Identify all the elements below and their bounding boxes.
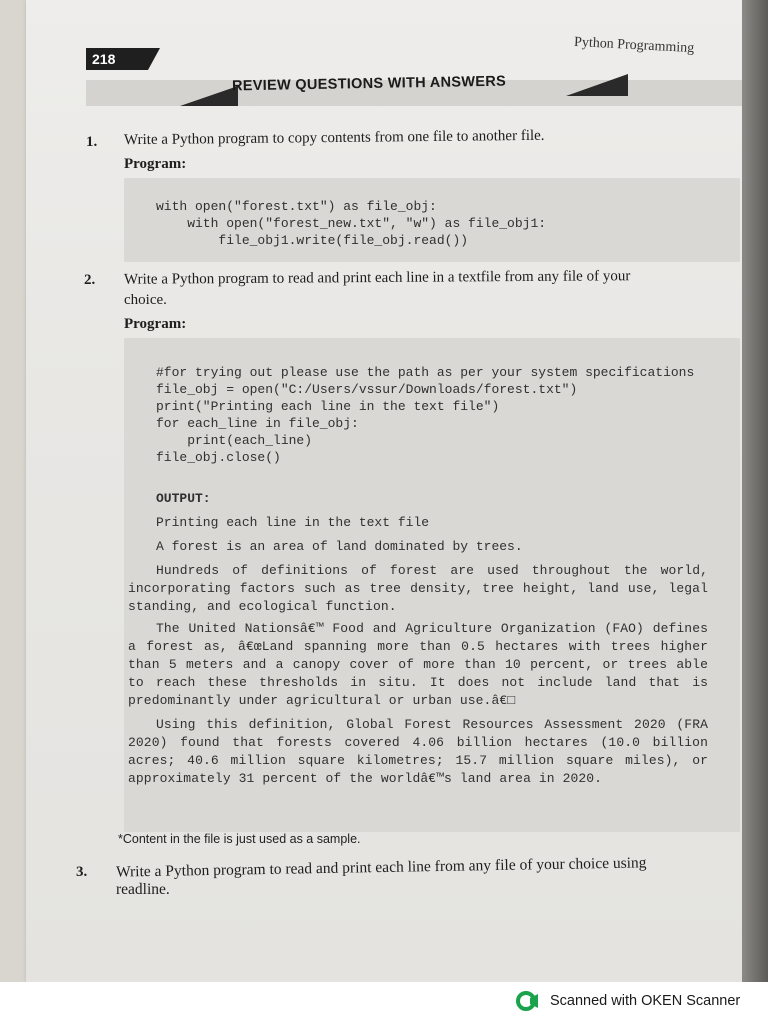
question-3-text: Write a Python program to read and print each line from any file of your choice using (115, 854, 647, 881)
question-1-code-block (124, 178, 740, 262)
code-line: file_obj = open("C:/Users/vssur/Downloads/forest.txt") (156, 382, 578, 397)
question-1-number: 1. (86, 134, 98, 150)
code-line: with open("forest.txt") as file_obj: (156, 199, 437, 214)
question-2-code-block (124, 338, 740, 832)
output-label: OUTPUT: (156, 491, 211, 506)
code-line: file_obj1.write(file_obj.read()) (156, 233, 469, 248)
output-paragraph-1: Hundreds of definitions of forest are used throughout the world, incorporating factors such as tree density, tree height, land use, legal standing, and ecological function. (128, 563, 708, 614)
code-line: print(each_line) (156, 433, 313, 448)
oken-logo-icon (516, 990, 540, 1012)
question-3-number: 3. (76, 864, 88, 880)
question-2-number: 2. (84, 272, 96, 288)
question-2-program-label: Program: (124, 316, 187, 332)
page-number: 218 (86, 48, 148, 70)
sample-content-note: *Content in the file is just used as a sample. (118, 832, 361, 846)
code-line: with open("forest_new.txt", "w") as file_obj1: (156, 216, 547, 231)
page-binding-edge (742, 0, 768, 982)
code-line: #for trying out please use the path as per your system specifications (156, 365, 695, 380)
section-title: REVIEW QUESTIONS WITH ANSWERS (231, 73, 507, 95)
output-line: A forest is an area of land dominated by trees. (156, 539, 523, 554)
question-1-program-label: Program: (124, 156, 187, 172)
code-line: print("Printing each line in the text file") (156, 399, 500, 414)
running-head: Python Programming (573, 34, 695, 57)
code-line: file_obj.close() (156, 450, 281, 465)
output-paragraph-3: Using this definition, Global Forest Resources Assessment 2020 (FRA 2020) found that forests covered 4.06 billion hectares (10.0 billion acres; 40.6 million square kilometres; 15.7 million square miles), or approximately 31 percent of the worldâ€™s land area in 2020. (128, 717, 708, 786)
question-1-text: Write a Python program to copy contents from one file to another file. (123, 127, 545, 149)
question-2-text-continued: choice. (124, 292, 167, 308)
question-3-text-continued: readline. (116, 881, 170, 898)
book-page (26, 0, 742, 982)
output-line: Printing each line in the text file (156, 515, 430, 530)
question-2-text: Write a Python program to read and print each line in a textfile from any file of your (123, 268, 631, 288)
code-line: for each_line in file_obj: (156, 416, 359, 431)
page-number-tab (148, 48, 160, 70)
scanner-text: Scanned with OKEN Scanner (550, 993, 741, 1009)
output-paragraph-2: The United Nationsâ€™ Food and Agriculture Organization (FAO) defines a forest as, â€œLand spanning more than 0.5 hectares with trees higher than 5 meters and a canopy cover of more than 10 percent, or trees able to reach these thresholds in situ. It does not include land that is predominantly under agricultural or urban use.â€□ (128, 621, 708, 708)
scanner-watermark (516, 990, 740, 1012)
